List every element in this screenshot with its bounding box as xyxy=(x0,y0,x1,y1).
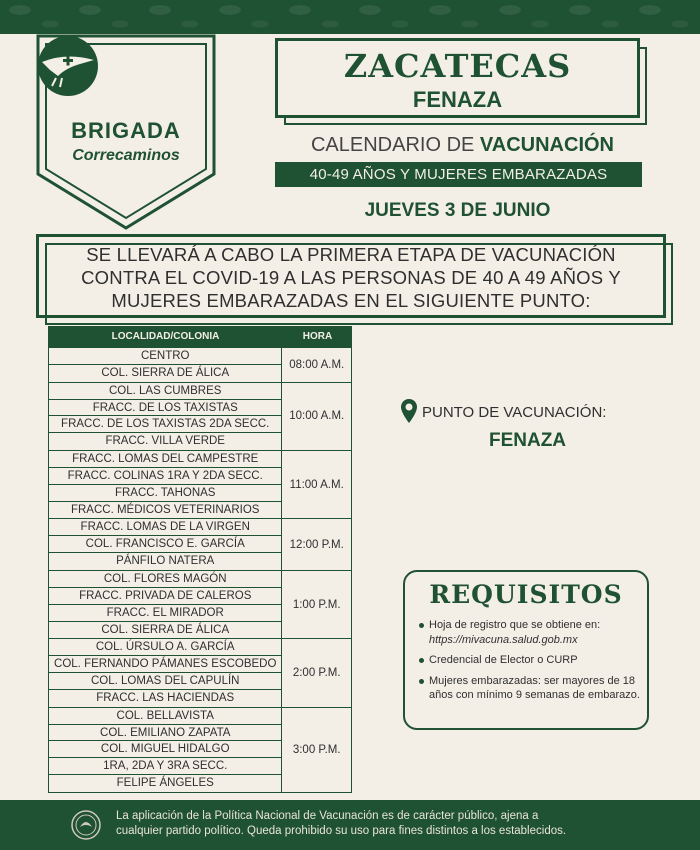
schedule-header-row xyxy=(48,326,352,348)
location-cell: FRACC. EL MIRADOR xyxy=(49,605,281,622)
top-pattern-band xyxy=(0,0,700,34)
footer-line: cualquier partido político. Queda prohibido su uso para fines distintos a los establecidos. xyxy=(116,825,567,837)
column-header-location: LOCALIDAD/COLONIA xyxy=(111,331,220,342)
vaccination-point-label: PUNTO DE VACUNACIÓN: xyxy=(422,404,607,421)
time-cell: 10:00 A.M. xyxy=(289,410,345,423)
announcement-line: CONTRA EL COVID-19 A LAS PERSONAS DE 40 A 49 AÑOS Y xyxy=(81,267,621,288)
requirement-text: Hoja de registro que se obtiene en: xyxy=(429,619,601,631)
location-list xyxy=(49,519,282,570)
vaccination-point-name: FENAZA xyxy=(488,430,567,451)
location-cell: COL. MIGUEL HIDALGO xyxy=(49,741,281,758)
requirement-item xyxy=(419,618,644,647)
time-cell: 3:00 P.M. xyxy=(292,743,341,756)
schedule-time-group xyxy=(49,348,351,383)
location-cell: COL. LOMAS DEL CAPULÍN xyxy=(49,673,281,690)
announcement-box xyxy=(36,234,666,318)
footer-line: La aplicación de la Política Nacional de Vacunación es de carácter público, ajena a xyxy=(116,810,539,822)
location-cell: FRACC. DE LOS TAXISTAS xyxy=(49,400,281,417)
schedule-body xyxy=(48,348,352,793)
calendar-title xyxy=(275,134,650,157)
time-cell: 08:00 A.M. xyxy=(289,358,345,371)
location-cell: COL. ÚRSULO A. GARCÍA xyxy=(49,639,281,656)
location-cell: FRACC. LOMAS DE LA VIRGEN xyxy=(49,519,281,536)
location-cell: COL. FRANCISCO E. GARCÍA xyxy=(49,536,281,553)
place-name: FENAZA xyxy=(412,87,503,112)
requirement-item xyxy=(419,674,644,703)
location-cell: FELIPE ÁNGELES xyxy=(116,777,214,790)
location-list xyxy=(49,383,282,450)
announcement-line: SE LLEVARÁ A CABO LA PRIMERA ETAPA DE VACUNACIÓN xyxy=(86,244,616,265)
location-cell: COL. EMILIANO ZAPATA xyxy=(49,725,281,742)
bullet-icon xyxy=(419,623,424,628)
time-cell: 2:00 P.M. xyxy=(292,667,341,680)
time-cell: 1:00 P.M. xyxy=(292,598,341,611)
badge-title: BRIGADA xyxy=(71,118,181,143)
location-cell: PÁNFILO NATERA xyxy=(116,555,215,568)
location-cell: COL. BELLAVISTA xyxy=(49,708,281,725)
schedule-time-group xyxy=(49,451,351,519)
location-cell: CENTRO xyxy=(49,348,281,365)
schedule-time-group xyxy=(49,519,351,571)
time-cell: 11:00 A.M. xyxy=(289,478,344,491)
footer-band xyxy=(0,800,700,850)
location-cell: 1RA, 2DA Y 3RA SECC. xyxy=(49,758,281,775)
bullet-icon xyxy=(419,658,424,663)
location-list xyxy=(49,348,282,382)
roadrunner-cross-emblem-icon xyxy=(36,34,100,98)
requirement-text: Mujeres embarazadas: ser mayores de 18 años con mínimo 9 semanas de embarazo. xyxy=(429,674,640,701)
location-cell: FRACC. PRIVADA DE CALEROS xyxy=(49,588,281,605)
location-cell: FRACC. COLINAS 1RA Y 2DA SECC. xyxy=(49,468,281,485)
calendar-title-emphasis: VACUNACIÓN xyxy=(479,134,614,156)
location-cell: FRACC. LAS HACIENDAS xyxy=(96,691,235,704)
national-seal-icon xyxy=(70,809,102,841)
requirements-title: REQUISITOS xyxy=(429,580,623,609)
requirements-box xyxy=(403,570,649,730)
location-cell: COL. FERNANDO PÁMANES ESCOBEDO xyxy=(49,656,281,673)
location-pin-icon xyxy=(400,398,418,424)
location-cell: FRACC. LOMAS DEL CAMPESTRE xyxy=(49,451,281,468)
bullet-icon xyxy=(419,679,424,684)
announcement-text xyxy=(39,243,663,312)
calendar-title-prefix: CALENDARIO DE xyxy=(310,134,480,156)
location-list xyxy=(49,639,282,706)
location-cell: COL. LAS CUMBRES xyxy=(49,383,281,400)
state-name: ZACATECAS xyxy=(343,47,572,85)
registration-url-link[interactable]: https://mivacuna.salud.gob.mx xyxy=(429,633,578,646)
schedule-table xyxy=(48,326,352,793)
badge-subtitle: Correcaminos xyxy=(72,147,180,164)
location-list xyxy=(49,708,282,792)
announcement-line: MUJERES EMBARAZADAS EN EL SIGUIENTE PUNTO: xyxy=(111,290,591,311)
requirement-text: Credencial de Elector o CURP xyxy=(429,654,578,666)
age-group-band: 40-49 AÑOS Y MUJERES EMBARAZADAS xyxy=(275,162,642,187)
location-cell: FRACC. MÉDICOS VETERINARIOS xyxy=(70,503,260,516)
schedule-time-group xyxy=(49,571,351,639)
footer-disclaimer xyxy=(116,809,676,839)
location-cell: COL. SIERRA DE ÁLICA xyxy=(101,366,230,379)
location-list xyxy=(49,571,282,638)
schedule-time-group xyxy=(49,639,351,707)
location-list xyxy=(49,451,282,518)
vaccination-date: JUEVES 3 DE JUNIO xyxy=(364,200,551,221)
location-cell: FRACC. DE LOS TAXISTAS 2DA SECC. xyxy=(49,416,281,433)
location-cell: FRACC. VILLA VERDE xyxy=(105,435,225,448)
location-cell: COL. FLORES MAGÓN xyxy=(49,571,281,588)
schedule-time-group xyxy=(49,383,351,451)
schedule-time-group xyxy=(49,708,351,792)
location-cell: FRACC. TAHONAS xyxy=(49,485,281,502)
column-header-time: HORA xyxy=(302,331,333,342)
requirements-list xyxy=(419,618,644,709)
brigada-badge xyxy=(36,34,216,230)
time-cell: 12:00 P.M. xyxy=(289,538,344,551)
location-cell: COL. SIERRA DE ÁLICA xyxy=(101,623,230,636)
header-box xyxy=(275,38,640,118)
requirement-item xyxy=(419,653,644,668)
